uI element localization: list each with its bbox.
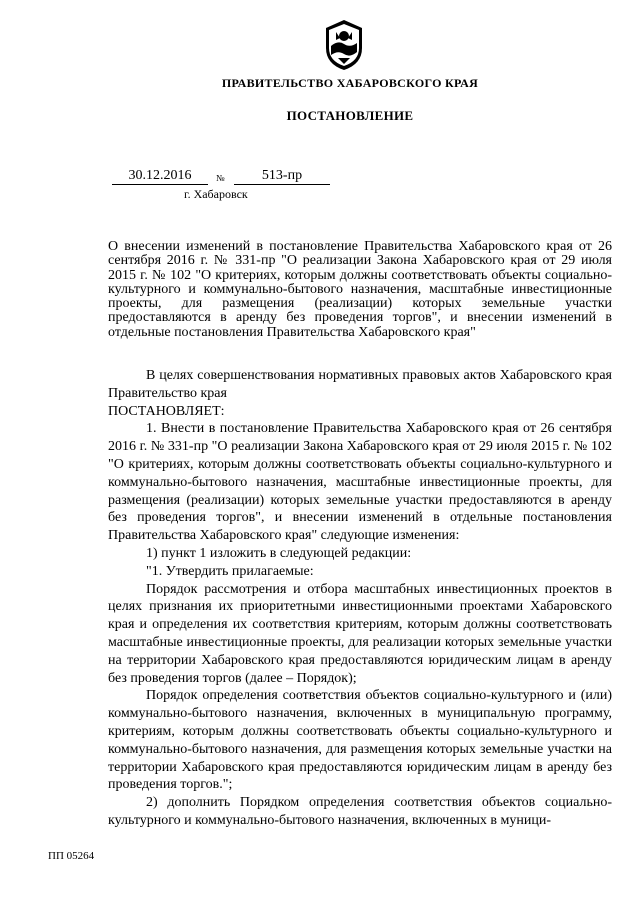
procedure-1-paragraph: Порядок рассмотрения и отбора масштабных инвестиционных проектов в целях признания их приоритетными инвестиционными проектами Хабаровского края и определения их соответствия критериям, которым должны соответствовать масштабные инвестиционные проекты, для реализации которых земельные участки на территории Хабаровского края предоставляются юридическим лицам в аренду без проведения торгов (далее – Порядок); xyxy=(108,581,612,686)
clause-1-paragraph: 1. Внести в постановление Правительства Хабаровского края от 26 сентября 2016 г. № 331-пр "О реализации Закона Хабаровского края от 29 июля 2015 г. № 102 "О критериях, которым должны соответствовать объекты социально-культурного и коммунально-бытового назначения, масштабные инвестиционные проекты, для размещения (реализации) которых земельные участки предоставляются в аренду без проведения торгов", и внесении изменений в отдельные постановления Правительства Хабаровского края" следующие изменения: xyxy=(108,421,612,544)
khabarovsk-coat-of-arms-icon xyxy=(322,18,366,72)
decree-word: ПОСТАНОВЛЯЕТ: xyxy=(108,403,225,419)
document-type: ПОСТАНОВЛЕНИЕ xyxy=(286,108,414,123)
footer-code: ПП 05264 xyxy=(48,850,95,862)
document-body xyxy=(108,367,612,830)
quoted-item-1-paragraph: "1. Утвердить прилагаемые: xyxy=(146,563,314,579)
subclause-1-paragraph: 1) пункт 1 изложить в следующей редакции: xyxy=(146,545,412,561)
document-subject: О внесении изменений в постановление Правительства Хабаровского края от 26 сентября 2016 г. № 331-пр "О реализации Закона Хабаровского края от 29 июля 2015 г. № 102 "О критериях, которым должны соответствовать объекты социально-культурного и коммунально-бытового назначения, масштабные инвестиционные проекты, для размещения (реализации) которых земельные участки предоставляются в аренду без проведения торгов", и внесении изменений в отдельные постановления Правительства Хабаровского края" xyxy=(108,239,612,340)
document-number: 513-пр xyxy=(234,168,330,185)
number-sign: № xyxy=(216,173,225,183)
document-date: 30.12.2016 xyxy=(112,168,208,185)
city-name: г. Хабаровск xyxy=(184,187,248,201)
procedure-2-paragraph: Порядок определения соответствия объектов социально-культурного и (или) коммунально-бытового назначения, включенных в муниципальную программу, критериям, которым должны соответствовать объекты социально-культурного и коммунально-бытового назначения, для размещения которых земельные участки на территории Хабаровского края предоставляются юридическим лицам в аренду без проведения торгов."; xyxy=(108,688,612,793)
preamble-paragraph: В целях совершенствования нормативных правовых актов Хабаровского края Правительство края xyxy=(108,368,612,401)
government-name: ПРАВИТЕЛЬСТВО ХАБАРОВСКОГО КРАЯ xyxy=(221,76,479,90)
subclause-2-paragraph: 2) дополнить Порядком определения соответствия объектов социально-культурного и коммунально-бытового назначения, включенных в муници- xyxy=(108,795,612,828)
